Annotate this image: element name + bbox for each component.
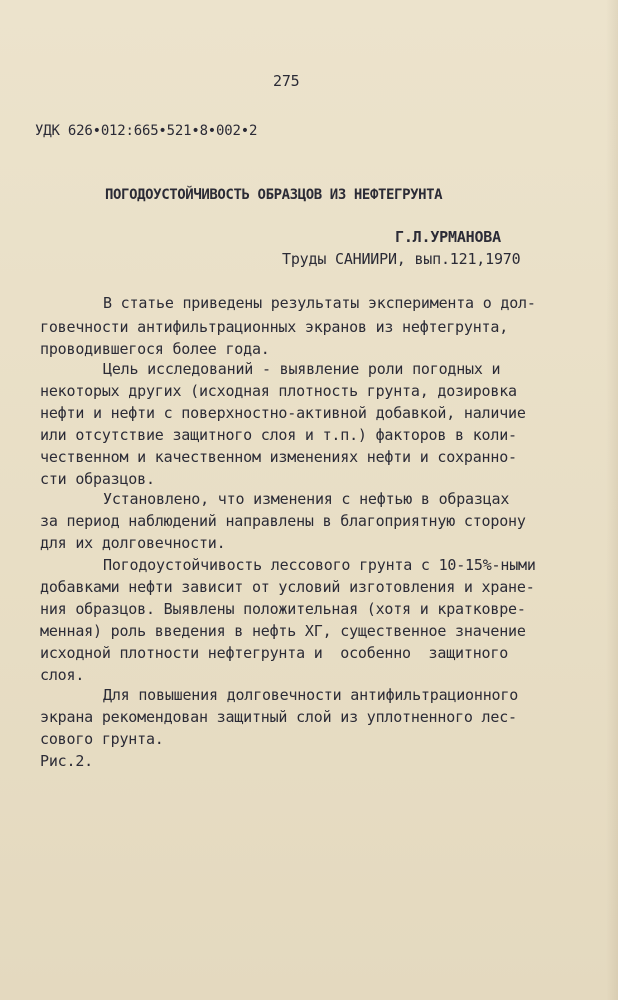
paragraph-line: сти образцов. [40, 470, 155, 488]
paragraph-line: Для повышения долговечности антифильтрационного [103, 686, 519, 704]
paragraph-line: говечности антифильтрационных экранов из нефтегрунта, [40, 318, 509, 336]
paragraph-line: нефти и нефти с поверхностно-активной добавкой, наличие [40, 404, 526, 422]
paragraph-line: чественном и качественном изменениях нефти и сохранно- [40, 448, 517, 466]
author-name: Г.Л.УРМАНОВА [395, 228, 501, 246]
page-edge-shadow [606, 0, 618, 1000]
paragraph-line: слоя. [40, 666, 85, 684]
figure-note: Рис.2. [40, 752, 93, 770]
udc-code: УДК 626•012:665•521•8•002•2 [35, 123, 258, 139]
paragraph-line: для их долговечности. [40, 534, 226, 552]
paragraph-line: ния образцов. Выявлены положительная (хотя и кратковре- [40, 600, 526, 618]
paragraph-line: исходной плотности нефтегрунта и особенно защитного [40, 644, 509, 662]
paragraph-line: некоторых других (исходная плотность грунта, дозировка [40, 382, 517, 400]
paragraph-line: за период наблюдений направлены в благоприятную сторону [40, 512, 526, 530]
paragraph-line: или отсутствие защитного слоя и т.п.) факторов в коли- [40, 426, 517, 444]
paragraph-line: Цель исследований - выявление роли погодных и [103, 360, 501, 378]
paragraph-line: сового грунта. [40, 730, 164, 748]
paragraph-line: экрана рекомендован защитный слой из уплотненного лес- [40, 708, 517, 726]
paragraph-line: В статье приведены результаты эксперимента о дол- [103, 294, 536, 312]
page-number: 275 [273, 72, 300, 90]
paragraph-line: добавками нефти зависит от условий изготовления и хране- [40, 578, 535, 596]
publication-source: Труды САНИИРИ, вып.121,1970 [282, 250, 521, 268]
paragraph-line: менная) роль введения в нефть ХГ, существенное значение [40, 622, 526, 640]
paragraph-line: Установлено, что изменения с нефтью в образцах [103, 490, 510, 508]
paragraph-line: Погодоустойчивость лессового грунта с 10-15%-ными [103, 556, 536, 574]
article-title: ПОГОДОУСТОЙЧИВОСТЬ ОБРАЗЦОВ ИЗ НЕФТЕГРУНТА [105, 187, 443, 203]
paragraph-line: проводившегося более года. [40, 340, 270, 358]
